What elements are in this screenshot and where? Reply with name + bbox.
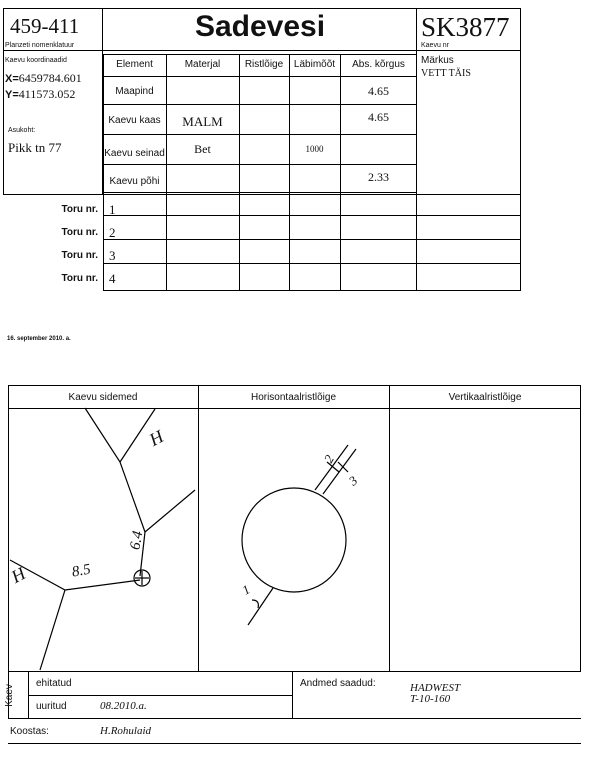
footer-surveyed-label: uuritud bbox=[36, 701, 67, 712]
divider bbox=[198, 385, 199, 672]
col-header-height: Abs. kõrgus bbox=[352, 58, 405, 70]
row-height: 2.33 bbox=[368, 169, 389, 184]
well-number-label: Kaevu nr bbox=[421, 42, 450, 49]
well-number: SK3877 bbox=[421, 12, 510, 42]
row-element: Kaevu seinad bbox=[104, 147, 165, 159]
table-grid-line bbox=[103, 134, 417, 135]
table-grid-line bbox=[289, 54, 290, 291]
pipe-number: 3 bbox=[109, 248, 116, 263]
divider bbox=[3, 50, 103, 51]
footer-built-label: ehitatud bbox=[36, 678, 72, 689]
nomenclature-number: 459-411 bbox=[10, 14, 80, 38]
sketch-letter: H bbox=[7, 563, 29, 587]
table-grid-line bbox=[103, 239, 521, 240]
row-element: Kaevu põhi bbox=[109, 175, 160, 187]
pipe-label-sketch: 1 bbox=[239, 581, 253, 598]
pipe-label-sketch: 2 bbox=[320, 452, 337, 466]
location-label: Asukoht: bbox=[8, 127, 36, 134]
nomenclature-label: Planzeti nomenklatuur bbox=[5, 42, 75, 49]
row-material: Bet bbox=[194, 141, 211, 156]
divider bbox=[389, 385, 390, 672]
notes-value: VETT TÄIS bbox=[421, 68, 471, 79]
pipe-label: Toru nr. bbox=[61, 250, 98, 261]
divider bbox=[8, 743, 581, 744]
coord-y-label: Y= bbox=[5, 89, 19, 101]
coord-x-value: 6459784.601 bbox=[18, 71, 82, 85]
sketch-distance: 8.5 bbox=[70, 561, 92, 581]
pipe-label: Toru nr. bbox=[61, 204, 98, 215]
pipe-label: Toru nr. bbox=[61, 227, 98, 238]
divider bbox=[8, 718, 581, 719]
table-grid-line bbox=[103, 76, 417, 77]
pipe-label: Toru nr. bbox=[61, 273, 98, 284]
sketch-letter: H bbox=[145, 426, 167, 450]
footer-data-from-label: Andmed saadud: bbox=[300, 678, 376, 689]
date-line: 16. september 2010. a. bbox=[7, 336, 71, 342]
pipe-number: 2 bbox=[109, 225, 116, 240]
divider bbox=[416, 50, 521, 51]
row-element: Kaevu kaas bbox=[108, 114, 161, 126]
coords-label: Kaevu koordinaadid bbox=[5, 57, 67, 64]
row-material: MALM bbox=[182, 114, 223, 129]
footer-compiled-label: Koostas: bbox=[10, 726, 49, 737]
footer-compiled-value: H.Rohulaid bbox=[100, 725, 152, 737]
table-grid-line bbox=[239, 54, 240, 291]
table-grid-line bbox=[166, 54, 167, 291]
col-header-material: Materjal bbox=[184, 58, 221, 70]
pipe-label-sketch: 3 bbox=[345, 472, 361, 489]
divider bbox=[8, 408, 581, 409]
table-grid-line bbox=[416, 192, 417, 291]
table-grid-line bbox=[103, 263, 521, 264]
pipe-number: 4 bbox=[109, 271, 116, 286]
sketch-frame bbox=[8, 385, 581, 672]
table-grid-line bbox=[103, 290, 521, 291]
footer-data-from-value: T-10-160 bbox=[410, 693, 451, 705]
footer-data-from-value: HADWEST bbox=[410, 682, 461, 694]
location-value: Pikk tn 77 bbox=[8, 140, 62, 155]
divider bbox=[28, 695, 293, 696]
row-element: Maapind bbox=[115, 85, 154, 97]
section-links-title: Kaevu sidemed bbox=[68, 391, 138, 403]
footer-surveyed-value: 08.2010.a. bbox=[100, 700, 147, 712]
table-grid-line bbox=[520, 192, 521, 291]
row-diameter: 1000 bbox=[305, 144, 324, 154]
notes-label: Märkus bbox=[421, 55, 454, 66]
coord-y bbox=[5, 87, 75, 102]
coord-x-label: X= bbox=[5, 73, 19, 85]
row-height: 4.65 bbox=[368, 109, 389, 124]
sketch-distance: 6.4 bbox=[127, 529, 147, 552]
page-title: Sadevesi bbox=[194, 10, 326, 43]
table-grid-line bbox=[103, 215, 521, 216]
coord-y-value: 411573.052 bbox=[18, 87, 76, 101]
pipe-number: 1 bbox=[109, 202, 116, 217]
section-horizontal-title: Horisontaalristlõige bbox=[250, 391, 337, 403]
row-height: 4.65 bbox=[368, 83, 389, 98]
col-header-element: Element bbox=[116, 58, 153, 70]
col-header-section: Ristlõige bbox=[244, 58, 284, 70]
footer-well-label: Kaev bbox=[3, 684, 15, 707]
divider bbox=[292, 672, 293, 718]
col-header-diameter: Läbimõõt bbox=[293, 58, 336, 70]
divider bbox=[103, 50, 417, 51]
section-vertical-title: Vertikaalristlõige bbox=[448, 391, 522, 403]
coord-x bbox=[5, 71, 82, 86]
